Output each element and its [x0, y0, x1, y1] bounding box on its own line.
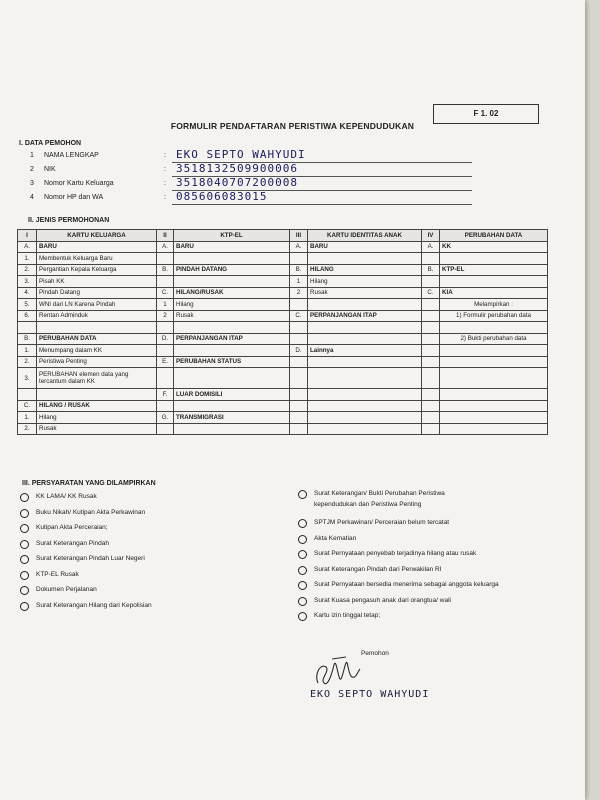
table-cell[interactable]: Rusak [308, 287, 422, 299]
table-cell [422, 356, 440, 368]
table-cell [290, 253, 308, 265]
table-cell [37, 322, 157, 334]
table-cell: 2 [157, 310, 174, 322]
table-row [18, 333, 548, 345]
table-header-row [18, 230, 548, 242]
requirement-item[interactable] [298, 581, 578, 597]
table-cell [440, 412, 548, 424]
handwritten-signature [312, 653, 362, 689]
checkbox-circle[interactable] [20, 540, 29, 549]
row-number: 3 [30, 180, 34, 187]
table-cell [174, 345, 290, 357]
requirement-label: Surat Kuasa pengasuh anak dari orangtua/ wali [314, 596, 451, 604]
table-cell[interactable]: KTP-EL [440, 264, 548, 276]
table-cell[interactable]: Rentan Adminduk [37, 310, 157, 322]
table-header-cell: I [18, 230, 37, 242]
table-cell: 1 [290, 276, 308, 288]
table-cell[interactable]: Peristiwa Penting [37, 356, 157, 368]
table-cell[interactable]: PERUBAHAN STATUS [174, 356, 290, 368]
requirement-label: KK LAMA/ KK Rusak [36, 493, 97, 500]
table-cell[interactable]: BARU [308, 241, 422, 253]
table-cell [157, 322, 174, 334]
checkbox-circle[interactable] [20, 571, 29, 580]
table-cell: 3. [18, 276, 37, 288]
requirement-label: Surat Keterangan/ Bukti Perubahan Peristiwa [314, 490, 445, 497]
table-cell[interactable]: LUAR DOMISILI [174, 389, 290, 401]
form-title: FORMULIR PENDAFTARAN PERISTIWA KEPENDUDUKAN [170, 121, 415, 131]
table-cell [308, 400, 422, 412]
checkbox-circle[interactable] [20, 524, 29, 533]
table-cell [440, 356, 548, 368]
requirement-label: SPTJM Perkawinan/ Perceraian belum tercatat [314, 519, 450, 526]
table-row [18, 423, 548, 435]
checkbox-circle[interactable] [298, 566, 307, 575]
table-cell [157, 253, 174, 265]
table-cell [290, 412, 308, 424]
table-cell[interactable]: Hilang [174, 299, 290, 311]
checkbox-circle[interactable] [298, 581, 307, 590]
table-cell [174, 276, 290, 288]
table-cell [422, 333, 440, 345]
requirement-label: Kartu izin tinggal tetap; [314, 612, 381, 619]
table-cell [308, 356, 422, 368]
table-row [18, 264, 548, 276]
table-cell [157, 368, 174, 389]
table-cell: B. [157, 264, 174, 276]
table-cell [308, 322, 422, 334]
table-cell [422, 253, 440, 265]
table-cell: A. [157, 241, 174, 253]
table-cell [422, 322, 440, 334]
table-cell [308, 389, 422, 401]
table-cell: 2 [290, 287, 308, 299]
table-cell [440, 389, 548, 401]
checkbox-circle[interactable] [298, 535, 307, 544]
table-cell: E. [157, 356, 174, 368]
table-cell [308, 368, 422, 389]
requirement-item[interactable] [20, 524, 280, 540]
table-cell[interactable]: TRANSMIGRASI [174, 412, 290, 424]
table-cell [157, 400, 174, 412]
checkbox-circle[interactable] [20, 493, 29, 502]
table-cell [290, 299, 308, 311]
field-colon: : [164, 166, 166, 173]
table-cell[interactable]: Pindah Datang [37, 287, 157, 299]
table-row [18, 322, 548, 334]
requirement-item[interactable] [20, 555, 280, 571]
table-row [18, 287, 548, 299]
table-cell[interactable]: Rusak [174, 310, 290, 322]
table-cell [440, 253, 548, 265]
table-header-cell: PERUBAHAN DATA [440, 230, 548, 242]
requirement-label: Surat Keterangan Pindah Luar Negeri [36, 555, 145, 562]
table-row [18, 310, 548, 322]
nik-value[interactable]: 3518132509900006 [176, 162, 298, 175]
requirement-label: Buku Nikah/ Kutipan Akta Perkawinan [36, 508, 146, 516]
table-cell[interactable]: HILANG / RUSAK [37, 400, 157, 412]
table-cell [308, 253, 422, 265]
requirement-item[interactable] [20, 571, 280, 587]
kk-number-row [30, 176, 298, 193]
table-cell: C. [157, 287, 174, 299]
table-cell[interactable]: PERUBAHAN DATA [37, 333, 157, 345]
field-label: NAMA LENGKAP [44, 152, 99, 159]
nik-row [30, 162, 298, 179]
table-cell [422, 400, 440, 412]
table-cell [290, 356, 308, 368]
table-cell[interactable]: PINDAH DATANG [174, 264, 290, 276]
table-header-cell: KARTU KELUARGA [37, 230, 157, 242]
table-row [18, 400, 548, 412]
table-cell [18, 389, 37, 401]
table-cell [440, 276, 548, 288]
table-cell [290, 389, 308, 401]
table-row [18, 276, 548, 288]
requirement-label: Kutipan Akta Perceraian; [36, 524, 108, 531]
applicant-name-value[interactable]: EKO SEPTO WAHYUDI [176, 148, 306, 161]
requirement-sublabel: kependudukan dan Peristiwa Penting [314, 501, 422, 508]
table-cell: 2. [18, 264, 37, 276]
table-cell [440, 322, 548, 334]
table-cell: B. [290, 264, 308, 276]
table-cell [174, 423, 290, 435]
table-cell [290, 333, 308, 345]
requirements-left-list [20, 493, 280, 617]
field-colon: : [164, 152, 166, 159]
table-cell: D. [290, 345, 308, 357]
table-cell[interactable]: Lainnya [308, 345, 422, 357]
table-row [18, 299, 548, 311]
field-label: NIK [44, 166, 56, 173]
table-cell [440, 345, 548, 357]
requirement-label: Surat Pernyataan bersedia menerima sebagai anggota keluarga [314, 581, 499, 588]
requirement-item[interactable] [20, 602, 280, 618]
requirement-item[interactable] [298, 612, 578, 628]
table-cell: 2. [18, 356, 37, 368]
checkbox-circle[interactable] [20, 509, 29, 518]
table-cell [174, 400, 290, 412]
table-cell [157, 345, 174, 357]
table-cell[interactable]: KK [440, 241, 548, 253]
table-cell[interactable]: BARU [37, 241, 157, 253]
table-cell [422, 412, 440, 424]
table-cell[interactable]: WNI dari LN Karena Pindah [37, 299, 157, 311]
table-cell[interactable]: Melampirkan : [440, 299, 548, 311]
table-cell: 4. [18, 287, 37, 299]
field-colon: : [164, 180, 166, 187]
table-cell[interactable]: PERPANJANGAN ITAP [174, 333, 290, 345]
requirements-right-list [298, 490, 578, 628]
phone-row [30, 190, 268, 207]
table-cell[interactable]: Hilang [37, 412, 157, 424]
table-row [18, 356, 548, 368]
phone-value[interactable]: 085606083015 [176, 190, 268, 203]
field-colon: : [164, 194, 166, 201]
table-cell[interactable]: Pergantian Kepala Keluarga [37, 264, 157, 276]
table-cell: F. [157, 389, 174, 401]
table-cell [290, 423, 308, 435]
table-header-cell: KARTU IDENTITAS ANAK [308, 230, 422, 242]
table-header-cell: IV [422, 230, 440, 242]
signature-label: Pemohon [361, 650, 389, 657]
table-cell [422, 389, 440, 401]
requirement-label: Surat Keterangan Pindah [36, 539, 109, 547]
requirement-label: KTP-EL Rusak [36, 570, 79, 578]
table-cell [308, 412, 422, 424]
table-cell[interactable]: Menumpang dalam KK [37, 345, 157, 357]
table-cell: A. [18, 241, 37, 253]
kk-number-value[interactable]: 3518040707200008 [176, 176, 298, 189]
table-cell [174, 253, 290, 265]
table-cell [422, 345, 440, 357]
table-cell: A. [290, 241, 308, 253]
jenis-permohonan-table [17, 229, 548, 435]
checkbox-circle[interactable] [298, 519, 307, 528]
row-number: 1 [30, 152, 34, 159]
table-row [18, 389, 548, 401]
checkbox-circle[interactable] [298, 490, 307, 499]
requirement-item[interactable] [298, 519, 578, 535]
checkbox-circle[interactable] [298, 612, 307, 621]
section-persyaratan-heading: III. PERSYARATAN YANG DILAMPIRKAN [22, 480, 156, 487]
table-cell[interactable]: BARU [174, 241, 290, 253]
table-cell: C. [18, 400, 37, 412]
table-cell [308, 333, 422, 345]
requirement-item[interactable] [298, 566, 578, 582]
section-data-pemohon-heading: I. DATA PEMOHON [19, 140, 82, 147]
table-cell [290, 368, 308, 389]
requirement-item[interactable] [298, 550, 578, 566]
requirement-label: Dokumen Perjalanan [36, 586, 97, 593]
table-cell [422, 276, 440, 288]
requirement-item[interactable] [20, 493, 280, 509]
requirement-item[interactable] [20, 586, 280, 602]
table-cell: 1. [18, 345, 37, 357]
table-cell: D. [157, 333, 174, 345]
table-cell [440, 423, 548, 435]
table-cell [422, 299, 440, 311]
requirement-item[interactable] [20, 540, 280, 556]
table-header-cell: III [290, 230, 308, 242]
checkbox-circle[interactable] [298, 597, 307, 606]
table-cell [440, 368, 548, 389]
table-cell[interactable]: Membentuk Keluarga Baru [37, 253, 157, 265]
table-cell: B. [422, 264, 440, 276]
table-cell[interactable]: PERPANJANGAN ITAP [308, 310, 422, 322]
row-number: 4 [30, 194, 34, 201]
form-code-box: F 1. 02 [433, 104, 539, 124]
table-cell [422, 423, 440, 435]
field-underline [172, 204, 472, 205]
applicant-name-row [30, 148, 306, 165]
table-cell: 6. [18, 310, 37, 322]
table-cell [422, 368, 440, 389]
table-cell [157, 276, 174, 288]
table-row [18, 412, 548, 424]
table-cell: C. [290, 310, 308, 322]
table-cell [37, 389, 157, 401]
table-row [18, 241, 548, 253]
table-cell: C. [422, 287, 440, 299]
table-cell [290, 322, 308, 334]
table-row [18, 253, 548, 265]
section-jenis-permohonan-heading: II. JENIS PERMOHONAN [28, 217, 110, 224]
table-cell: G. [157, 412, 174, 424]
table-cell: 1 [157, 299, 174, 311]
table-cell: A. [422, 241, 440, 253]
table-cell [440, 400, 548, 412]
table-cell[interactable]: Rusak [37, 423, 157, 435]
requirement-label: Surat Keterangan Hilang dari Kepolisian [36, 601, 152, 609]
requirement-item[interactable] [20, 509, 280, 525]
table-cell [18, 322, 37, 334]
row-number: 2 [30, 166, 34, 173]
table-cell [422, 310, 440, 322]
table-cell [174, 322, 290, 334]
requirement-item[interactable] [298, 490, 578, 519]
table-cell: B. [18, 333, 37, 345]
table-header-cell: KTP-EL [174, 230, 290, 242]
requirement-label: Akta Kematian [314, 534, 357, 542]
table-cell[interactable]: PERUBAHAN elemen data yang tercantum dalam KK [37, 368, 157, 389]
table-cell: 1. [18, 412, 37, 424]
requirement-item[interactable] [298, 597, 578, 613]
table-cell[interactable]: Hilang [308, 276, 422, 288]
checkbox-circle[interactable] [20, 602, 29, 611]
table-row [18, 368, 548, 389]
table-cell[interactable]: HILANG/RUSAK [174, 287, 290, 299]
table-header-cell: II [157, 230, 174, 242]
table-row [18, 345, 548, 357]
table-cell [290, 400, 308, 412]
table-cell[interactable]: HILANG [308, 264, 422, 276]
requirement-label: Surat Keterangan Pindah dari Perwakilan RI [314, 565, 442, 573]
table-cell[interactable]: KIA [440, 287, 548, 299]
table-cell[interactable]: 1) Formulir perubahan data [440, 310, 548, 322]
table-cell: 3. [18, 368, 37, 389]
table-cell [308, 299, 422, 311]
checkbox-circle[interactable] [20, 586, 29, 595]
signature-name: EKO SEPTO WAHYUDI [310, 689, 430, 700]
table-cell: 1. [18, 253, 37, 265]
field-label: Nomor Kartu Keluarga [44, 180, 114, 187]
table-cell [174, 368, 290, 389]
table-cell[interactable]: 2) Bukti perubahan data [440, 333, 548, 345]
table-cell [157, 423, 174, 435]
table-cell: 2. [18, 423, 37, 435]
table-cell [308, 423, 422, 435]
field-label: Nomor HP dan WA [44, 194, 104, 201]
requirement-item[interactable] [298, 535, 578, 551]
requirement-label: Surat Pernyataan penyebab terjadinya hilang atau rusak [314, 550, 477, 557]
checkbox-circle[interactable] [298, 550, 307, 559]
table-cell: 5. [18, 299, 37, 311]
table-cell[interactable]: Pisah KK [37, 276, 157, 288]
checkbox-circle[interactable] [20, 555, 29, 564]
